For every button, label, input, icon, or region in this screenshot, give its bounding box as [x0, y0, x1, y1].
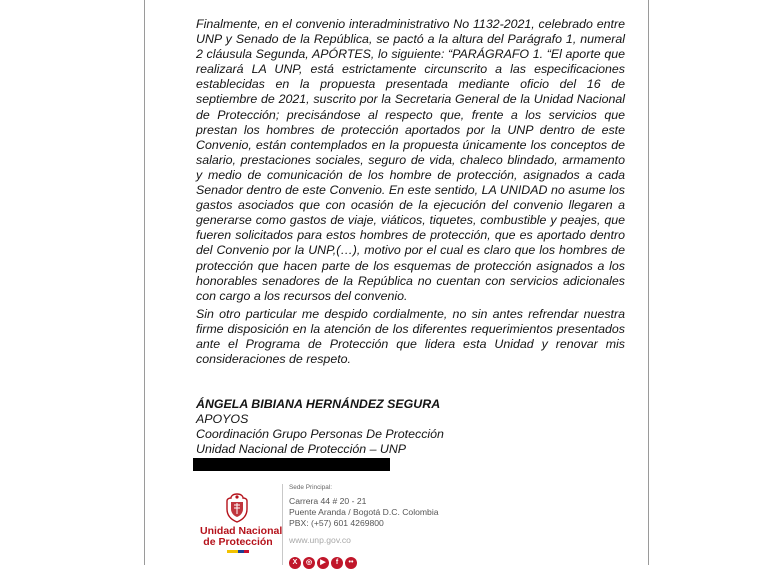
page-border-right: [648, 0, 649, 565]
signatory-coordination: Coordinación Grupo Personas De Protección: [196, 427, 444, 441]
signatory-role: APOYOS: [196, 412, 249, 426]
letter-paragraph-closing: Sin otro particular me despido cordialmente, no sin antes refrendar nuestra firme disposición en la atención de los diferentes requerimientos presentados ante el Programa de Protección que lidera esta Unidad y renovar mis consideraciones de respeto.: [196, 307, 625, 367]
facebook-icon[interactable]: f: [331, 557, 343, 569]
unp-logo: [200, 493, 283, 553]
page-border-left: [144, 0, 145, 565]
signatory-organization: Unidad Nacional de Protección – UNP: [196, 442, 407, 456]
instagram-icon[interactable]: ◎: [303, 557, 315, 569]
sede-label: Sede Principal:: [289, 484, 332, 491]
logo-text-line2: de Protección: [203, 536, 273, 548]
coat-of-arms-icon: [224, 493, 250, 523]
flickr-icon[interactable]: ••: [345, 557, 357, 569]
redaction-bar: [193, 458, 390, 471]
youtube-icon[interactable]: ▶: [317, 557, 329, 569]
logo-text-line1: Unidad Nacional: [200, 525, 283, 537]
social-icons: [289, 551, 359, 565]
x-icon[interactable]: X: [289, 557, 301, 569]
colombia-flag-stripe: [227, 550, 249, 553]
address-line1: Carrera 44 # 20 - 21: [289, 496, 367, 506]
phone-number: PBX: (+57) 601 4269800: [289, 518, 384, 528]
website-link[interactable]: www.unp.gov.co: [289, 535, 351, 545]
signatory-name: ÁNGELA BIBIANA HERNÁNDEZ SEGURA: [196, 397, 441, 411]
address-line2: Puente Aranda / Bogotá D.C. Colombia: [289, 507, 439, 517]
letter-paragraph-convenio: Finalmente, en el convenio interadministrativo No 1132-2021, celebrado entre UNP y Senado de la República, se pactó a la altura del Parágrafo 1, numeral 2 cláusula Segunda, APÓRTES, lo siguiente: “PARÁGRAFO 1. “El aporte que realizará LA UNP, está estrictamente circunscrito a las especificaciones establecidas en la propuesta presentada mediante oficio del 16 de septiembre de 2021, suscrito por la Secretaria General de la Unidad Nacional de Protección; precisándose al respecto que, frente a los servicios que prestan los hombres de protección aportados por la UNP dentro de este Convenio, están contemplados en la propuesta únicamente los conceptos de salario, prestaciones sociales, seguro de vida, chaleco blindado, armamento y medio de comunicación de los hombre de protección, asignados a cada Senador dentro de este Convenio. En este sentido, LA UNIDAD no asume los gastos asociados que con ocasión de la ejecución del convenio llegaren a generarse como gastos de viaje, viáticos, tiquetes, combustible y peajes, que fueren solicitados para estos hombres de protección, que es aportado dentro del Convenio por la UNP,(…), motivo por el cual es claro que los hombres de protección que hacen parte de los esquemas de protección asignados a los honorables senadores de la República no cuentan con servicios adicionales con cargo a los recursos del convenio.: [196, 17, 625, 303]
footer-divider: [282, 484, 283, 565]
